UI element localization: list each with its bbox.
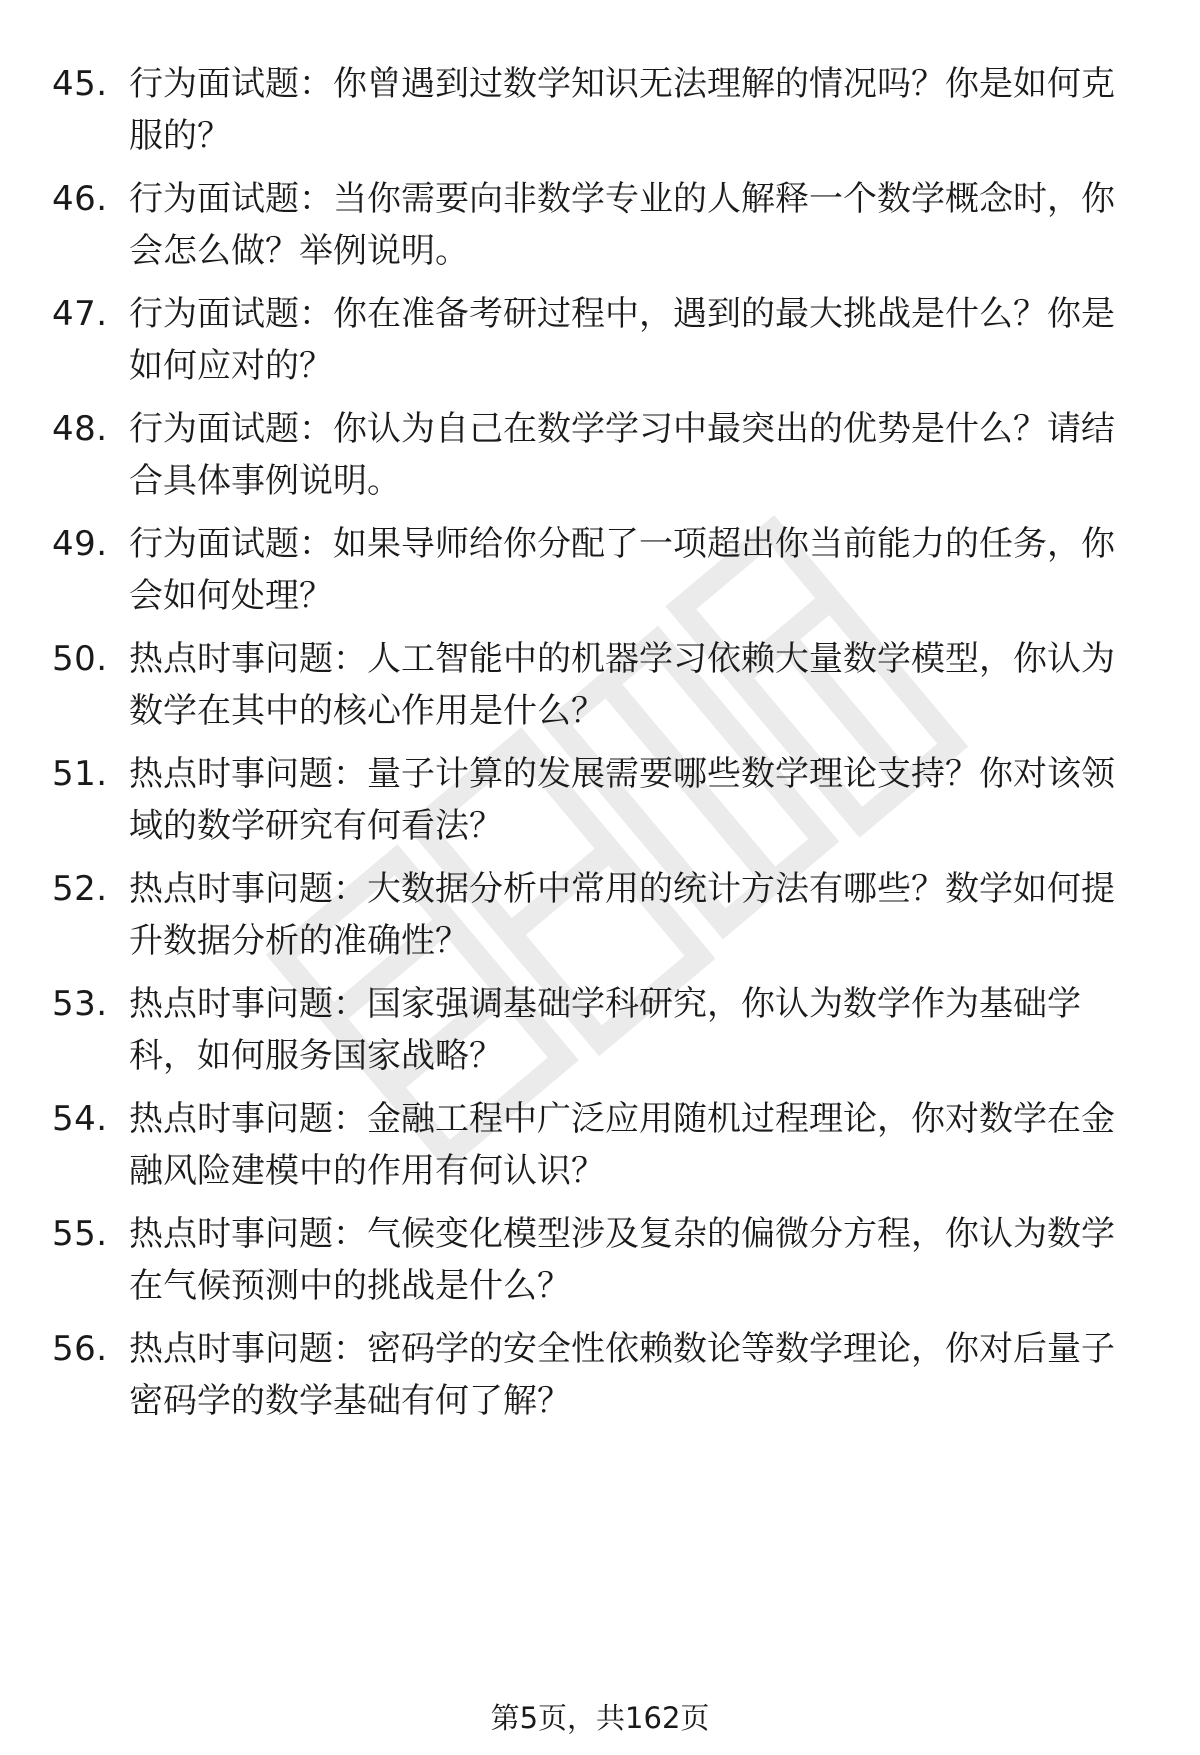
question-item [52, 1323, 1148, 1423]
question-item [52, 288, 1148, 388]
question-item [52, 173, 1148, 273]
question-number: 56. [52, 1329, 108, 1369]
question-item [52, 748, 1148, 848]
question-text: 热点时事问题：人工智能中的机器学习依赖大量数学模型，你认为数学在其中的核心作用是什么？ [129, 639, 1115, 731]
question-number: 48. [52, 409, 108, 449]
question-number: 50. [52, 639, 108, 679]
question-text: 热点时事问题：量子计算的发展需要哪些数学理论支持？你对该领域的数学研究有何看法？ [129, 754, 1115, 846]
page-number-footer: 第5页，共162页 [490, 1701, 710, 1735]
question-number: 54. [52, 1099, 108, 1139]
question-number: 55. [52, 1214, 108, 1254]
question-number: 51. [52, 754, 108, 794]
question-item [52, 58, 1148, 158]
question-item [52, 403, 1148, 503]
question-text: 热点时事问题：大数据分析中常用的统计方法有哪些？数学如何提升数据分析的准确性？ [129, 869, 1115, 961]
question-item [52, 863, 1148, 963]
question-text: 热点时事问题：气候变化模型涉及复杂的偏微分方程，你认为数学在气候预测中的挑战是什么？ [129, 1214, 1115, 1306]
question-number: 49. [52, 524, 108, 564]
question-item [52, 633, 1148, 733]
question-number: 53. [52, 984, 108, 1024]
question-item [52, 1093, 1148, 1193]
question-item [52, 1208, 1148, 1308]
question-text: 热点时事问题：国家强调基础学科研究，你认为数学作为基础学科，如何服务国家战略？ [129, 984, 1081, 1076]
question-number: 45. [52, 64, 108, 104]
question-text: 行为面试题：如果导师给你分配了一项超出你当前能力的任务，你会如何处理？ [129, 524, 1115, 616]
question-item [52, 518, 1148, 618]
question-number: 46. [52, 179, 108, 219]
question-text: 行为面试题：你认为自己在数学学习中最突出的优势是什么？请结合具体事例说明。 [129, 409, 1115, 501]
question-item [52, 978, 1148, 1078]
question-number: 52. [52, 869, 108, 909]
question-text: 行为面试题：你曾遇到过数学知识无法理解的情况吗？你是如何克服的？ [129, 64, 1115, 156]
question-text: 行为面试题：当你需要向非数学专业的人解释一个数学概念时，你会怎么做？举例说明。 [129, 179, 1115, 271]
question-text: 热点时事问题：密码学的安全性依赖数论等数学理论，你对后量子密码学的数学基础有何了解？ [129, 1329, 1115, 1421]
question-number: 47. [52, 294, 108, 334]
question-text: 热点时事问题：金融工程中广泛应用随机过程理论，你对数学在金融风险建模中的作用有何认识？ [129, 1099, 1115, 1191]
question-text: 行为面试题：你在准备考研过程中，遇到的最大挑战是什么？你是如何应对的？ [129, 294, 1115, 386]
